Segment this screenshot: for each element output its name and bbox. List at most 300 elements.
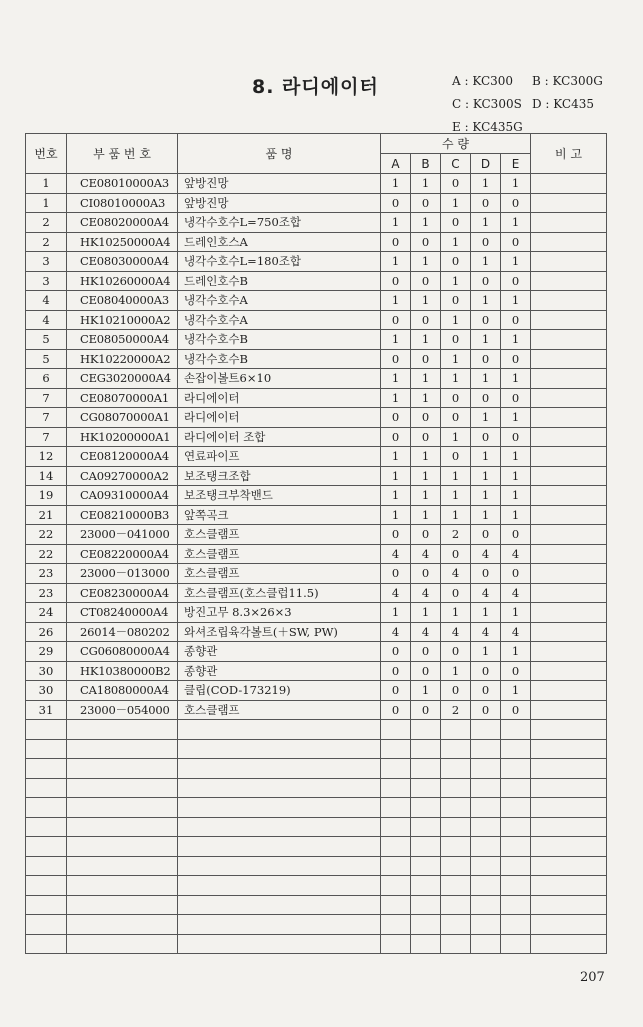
item-number: 1 bbox=[26, 193, 67, 213]
qty-d bbox=[471, 934, 501, 954]
table-row bbox=[26, 369, 607, 389]
remarks bbox=[531, 427, 607, 447]
qty-b: 0 bbox=[411, 642, 441, 662]
part-number: CI08010000A3 bbox=[67, 193, 178, 213]
item-number bbox=[26, 817, 67, 837]
item-number bbox=[26, 876, 67, 896]
qty-e: 0 bbox=[501, 700, 531, 720]
item-number: 23 bbox=[26, 564, 67, 584]
qty-b: 0 bbox=[411, 349, 441, 369]
qty-c bbox=[441, 817, 471, 837]
qty-b: 0 bbox=[411, 310, 441, 330]
qty-c bbox=[441, 798, 471, 818]
qty-c bbox=[441, 915, 471, 935]
qty-b: 0 bbox=[411, 408, 441, 428]
header-model-e: E bbox=[501, 154, 531, 174]
qty-e: 0 bbox=[501, 388, 531, 408]
table-row bbox=[26, 720, 607, 740]
qty-c bbox=[441, 720, 471, 740]
table-row bbox=[26, 193, 607, 213]
qty-e: 1 bbox=[501, 252, 531, 272]
remarks bbox=[531, 622, 607, 642]
part-name: 냉각수호수L=750조합 bbox=[178, 213, 381, 233]
remarks bbox=[531, 700, 607, 720]
qty-a: 1 bbox=[381, 505, 411, 525]
remarks bbox=[531, 564, 607, 584]
qty-a bbox=[381, 895, 411, 915]
item-number: 24 bbox=[26, 603, 67, 623]
item-number: 5 bbox=[26, 349, 67, 369]
qty-b bbox=[411, 915, 441, 935]
qty-d: 1 bbox=[471, 291, 501, 311]
table-row bbox=[26, 915, 607, 935]
legend-entry: A : KC300 bbox=[452, 74, 514, 88]
qty-e: 1 bbox=[501, 603, 531, 623]
parts-table bbox=[25, 133, 607, 954]
part-name: 호스클램프(호스클럽11.5) bbox=[178, 583, 381, 603]
qty-a: 0 bbox=[381, 427, 411, 447]
item-number: 14 bbox=[26, 466, 67, 486]
qty-e: 1 bbox=[501, 174, 531, 194]
header-model-b: B bbox=[411, 154, 441, 174]
table-row bbox=[26, 622, 607, 642]
part-number: CE08220000A4 bbox=[67, 544, 178, 564]
qty-e: 0 bbox=[501, 564, 531, 584]
qty-b: 1 bbox=[411, 603, 441, 623]
item-number: 26 bbox=[26, 622, 67, 642]
qty-a: 1 bbox=[381, 330, 411, 350]
page-title: 8. 라디에이터 bbox=[252, 76, 379, 98]
qty-c: 1 bbox=[441, 232, 471, 252]
item-number: 22 bbox=[26, 525, 67, 545]
qty-c: 0 bbox=[441, 642, 471, 662]
qty-b: 1 bbox=[411, 681, 441, 701]
item-number: 12 bbox=[26, 447, 67, 467]
table-row bbox=[26, 408, 607, 428]
qty-c: 0 bbox=[441, 174, 471, 194]
part-number: CE08230000A4 bbox=[67, 583, 178, 603]
qty-c: 2 bbox=[441, 700, 471, 720]
table-row bbox=[26, 505, 607, 525]
table-row bbox=[26, 271, 607, 291]
qty-a: 1 bbox=[381, 174, 411, 194]
remarks bbox=[531, 934, 607, 954]
qty-d: 0 bbox=[471, 681, 501, 701]
part-name bbox=[178, 720, 381, 740]
qty-e bbox=[501, 934, 531, 954]
table-row bbox=[26, 564, 607, 584]
qty-e: 1 bbox=[501, 447, 531, 467]
qty-e: 0 bbox=[501, 349, 531, 369]
item-number bbox=[26, 739, 67, 759]
qty-a: 1 bbox=[381, 213, 411, 233]
qty-b bbox=[411, 876, 441, 896]
part-name: 라디에이터 조합 bbox=[178, 427, 381, 447]
table-row bbox=[26, 681, 607, 701]
item-number: 4 bbox=[26, 310, 67, 330]
qty-a bbox=[381, 837, 411, 857]
table-row bbox=[26, 525, 607, 545]
qty-b bbox=[411, 895, 441, 915]
model-legend bbox=[452, 70, 603, 139]
qty-d: 4 bbox=[471, 622, 501, 642]
qty-c bbox=[441, 778, 471, 798]
table-row bbox=[26, 466, 607, 486]
qty-b: 0 bbox=[411, 193, 441, 213]
legend-row bbox=[452, 93, 603, 116]
qty-b bbox=[411, 837, 441, 857]
qty-b: 1 bbox=[411, 213, 441, 233]
table-row bbox=[26, 759, 607, 779]
qty-e: 1 bbox=[501, 681, 531, 701]
qty-b: 4 bbox=[411, 622, 441, 642]
qty-c bbox=[441, 895, 471, 915]
qty-a bbox=[381, 915, 411, 935]
qty-b: 1 bbox=[411, 291, 441, 311]
qty-e bbox=[501, 720, 531, 740]
part-name bbox=[178, 817, 381, 837]
qty-d: 0 bbox=[471, 661, 501, 681]
qty-b: 1 bbox=[411, 486, 441, 506]
part-number: HK10250000A4 bbox=[67, 232, 178, 252]
item-number bbox=[26, 856, 67, 876]
qty-d: 0 bbox=[471, 525, 501, 545]
item-number bbox=[26, 798, 67, 818]
part-name: 앞방진망 bbox=[178, 193, 381, 213]
remarks bbox=[531, 681, 607, 701]
qty-e: 1 bbox=[501, 369, 531, 389]
qty-c: 1 bbox=[441, 661, 471, 681]
part-number: CA18080000A4 bbox=[67, 681, 178, 701]
part-number bbox=[67, 759, 178, 779]
remarks bbox=[531, 291, 607, 311]
qty-c: 0 bbox=[441, 408, 471, 428]
qty-c: 1 bbox=[441, 466, 471, 486]
qty-e bbox=[501, 817, 531, 837]
qty-c bbox=[441, 739, 471, 759]
qty-d: 1 bbox=[471, 174, 501, 194]
part-name bbox=[178, 934, 381, 954]
part-number: 23000－054000 bbox=[67, 700, 178, 720]
qty-b bbox=[411, 720, 441, 740]
qty-a: 1 bbox=[381, 388, 411, 408]
part-number: CE08050000A4 bbox=[67, 330, 178, 350]
qty-a bbox=[381, 778, 411, 798]
qty-b: 1 bbox=[411, 388, 441, 408]
qty-e: 0 bbox=[501, 525, 531, 545]
header-model-a: A bbox=[381, 154, 411, 174]
qty-e: 1 bbox=[501, 505, 531, 525]
remarks bbox=[531, 798, 607, 818]
remarks bbox=[531, 544, 607, 564]
part-name: 냉각수호수A bbox=[178, 310, 381, 330]
qty-c bbox=[441, 934, 471, 954]
part-number bbox=[67, 876, 178, 896]
remarks bbox=[531, 369, 607, 389]
qty-d bbox=[471, 915, 501, 935]
part-name: 냉각수호수B bbox=[178, 330, 381, 350]
item-number: 22 bbox=[26, 544, 67, 564]
header-model-d: D bbox=[471, 154, 501, 174]
qty-a: 0 bbox=[381, 232, 411, 252]
header-no: 번호 bbox=[26, 134, 67, 174]
header-name: 품 명 bbox=[178, 134, 381, 174]
qty-d bbox=[471, 739, 501, 759]
item-number: 21 bbox=[26, 505, 67, 525]
item-number: 29 bbox=[26, 642, 67, 662]
table-row bbox=[26, 778, 607, 798]
item-number: 30 bbox=[26, 681, 67, 701]
qty-d: 0 bbox=[471, 700, 501, 720]
part-number: CG06080000A4 bbox=[67, 642, 178, 662]
table-row bbox=[26, 739, 607, 759]
item-number: 5 bbox=[26, 330, 67, 350]
qty-a: 0 bbox=[381, 310, 411, 330]
qty-d: 0 bbox=[471, 232, 501, 252]
remarks bbox=[531, 232, 607, 252]
qty-e bbox=[501, 798, 531, 818]
qty-e bbox=[501, 778, 531, 798]
qty-d: 0 bbox=[471, 271, 501, 291]
part-name: 와셔조립육각볼트(＋SW, PW) bbox=[178, 622, 381, 642]
qty-a: 0 bbox=[381, 681, 411, 701]
qty-d: 1 bbox=[471, 466, 501, 486]
qty-e: 0 bbox=[501, 661, 531, 681]
qty-c: 0 bbox=[441, 291, 471, 311]
table-row bbox=[26, 427, 607, 447]
item-number: 3 bbox=[26, 271, 67, 291]
qty-a: 1 bbox=[381, 252, 411, 272]
remarks bbox=[531, 583, 607, 603]
item-number: 19 bbox=[26, 486, 67, 506]
part-name: 드레인호수B bbox=[178, 271, 381, 291]
part-number: CE08030000A4 bbox=[67, 252, 178, 272]
qty-b: 1 bbox=[411, 369, 441, 389]
part-name: 보조탱크부착밴드 bbox=[178, 486, 381, 506]
qty-e bbox=[501, 739, 531, 759]
remarks bbox=[531, 466, 607, 486]
qty-b: 1 bbox=[411, 505, 441, 525]
remarks bbox=[531, 505, 607, 525]
remarks bbox=[531, 661, 607, 681]
part-number: CE08010000A3 bbox=[67, 174, 178, 194]
table-row bbox=[26, 700, 607, 720]
table-row bbox=[26, 330, 607, 350]
remarks bbox=[531, 330, 607, 350]
qty-a: 0 bbox=[381, 349, 411, 369]
part-name bbox=[178, 739, 381, 759]
qty-e: 1 bbox=[501, 486, 531, 506]
part-name: 라디에이터 bbox=[178, 388, 381, 408]
table-row bbox=[26, 798, 607, 818]
header-model-c: C bbox=[441, 154, 471, 174]
table-row bbox=[26, 213, 607, 233]
qty-d: 1 bbox=[471, 330, 501, 350]
part-number bbox=[67, 915, 178, 935]
remarks bbox=[531, 388, 607, 408]
part-number bbox=[67, 739, 178, 759]
qty-b: 0 bbox=[411, 232, 441, 252]
qty-c bbox=[441, 759, 471, 779]
part-number bbox=[67, 837, 178, 857]
part-name: 손잡이볼트6×10 bbox=[178, 369, 381, 389]
remarks bbox=[531, 447, 607, 467]
qty-b: 1 bbox=[411, 447, 441, 467]
qty-e bbox=[501, 837, 531, 857]
qty-a bbox=[381, 720, 411, 740]
qty-e: 4 bbox=[501, 544, 531, 564]
table-row bbox=[26, 544, 607, 564]
table-row bbox=[26, 856, 607, 876]
item-number: 23 bbox=[26, 583, 67, 603]
remarks bbox=[531, 408, 607, 428]
qty-d bbox=[471, 895, 501, 915]
qty-b: 1 bbox=[411, 330, 441, 350]
qty-b: 0 bbox=[411, 700, 441, 720]
item-number: 2 bbox=[26, 232, 67, 252]
legend-entry: D : KC435 bbox=[532, 97, 595, 111]
table-row bbox=[26, 837, 607, 857]
part-name: 종향관 bbox=[178, 661, 381, 681]
table-row bbox=[26, 447, 607, 467]
header-remarks: 비 고 bbox=[531, 134, 607, 174]
qty-e: 0 bbox=[501, 271, 531, 291]
table-row bbox=[26, 876, 607, 896]
item-number: 3 bbox=[26, 252, 67, 272]
qty-b: 1 bbox=[411, 466, 441, 486]
qty-c: 0 bbox=[441, 252, 471, 272]
qty-c bbox=[441, 856, 471, 876]
qty-a bbox=[381, 759, 411, 779]
qty-b: 0 bbox=[411, 525, 441, 545]
qty-d: 0 bbox=[471, 388, 501, 408]
qty-a: 0 bbox=[381, 700, 411, 720]
qty-c: 1 bbox=[441, 349, 471, 369]
qty-c: 1 bbox=[441, 310, 471, 330]
remarks bbox=[531, 193, 607, 213]
table-row bbox=[26, 310, 607, 330]
part-number: CE08020000A4 bbox=[67, 213, 178, 233]
qty-b bbox=[411, 778, 441, 798]
part-number: CE08070000A1 bbox=[67, 388, 178, 408]
qty-c: 0 bbox=[441, 213, 471, 233]
part-name bbox=[178, 915, 381, 935]
remarks bbox=[531, 310, 607, 330]
part-name: 냉각수호수L=180조합 bbox=[178, 252, 381, 272]
part-name: 드레인호스A bbox=[178, 232, 381, 252]
item-number bbox=[26, 778, 67, 798]
qty-e bbox=[501, 856, 531, 876]
qty-d bbox=[471, 798, 501, 818]
part-number: HK10380000B2 bbox=[67, 661, 178, 681]
remarks bbox=[531, 213, 607, 233]
part-name bbox=[178, 895, 381, 915]
qty-b bbox=[411, 798, 441, 818]
part-number: CT08240000A4 bbox=[67, 603, 178, 623]
qty-b: 1 bbox=[411, 252, 441, 272]
part-number: CA09270000A2 bbox=[67, 466, 178, 486]
qty-d: 1 bbox=[471, 252, 501, 272]
qty-a bbox=[381, 934, 411, 954]
qty-c bbox=[441, 837, 471, 857]
qty-c: 0 bbox=[441, 447, 471, 467]
qty-b: 4 bbox=[411, 583, 441, 603]
table-row bbox=[26, 349, 607, 369]
table-row bbox=[26, 232, 607, 252]
table-row bbox=[26, 895, 607, 915]
qty-c bbox=[441, 876, 471, 896]
qty-e: 1 bbox=[501, 408, 531, 428]
qty-a: 0 bbox=[381, 525, 411, 545]
qty-d: 4 bbox=[471, 583, 501, 603]
part-name: 냉각수호수B bbox=[178, 349, 381, 369]
qty-a bbox=[381, 739, 411, 759]
qty-c: 2 bbox=[441, 525, 471, 545]
qty-a: 1 bbox=[381, 369, 411, 389]
part-number bbox=[67, 856, 178, 876]
qty-c: 1 bbox=[441, 193, 471, 213]
qty-d: 1 bbox=[471, 486, 501, 506]
part-name bbox=[178, 856, 381, 876]
part-number: CA09310000A4 bbox=[67, 486, 178, 506]
part-number bbox=[67, 895, 178, 915]
remarks bbox=[531, 895, 607, 915]
header-qty: 수 량 bbox=[381, 134, 531, 154]
qty-b: 0 bbox=[411, 271, 441, 291]
qty-e: 4 bbox=[501, 622, 531, 642]
qty-d: 0 bbox=[471, 427, 501, 447]
table-row bbox=[26, 486, 607, 506]
qty-c: 0 bbox=[441, 544, 471, 564]
table-row bbox=[26, 388, 607, 408]
item-number: 31 bbox=[26, 700, 67, 720]
item-number bbox=[26, 720, 67, 740]
header-part-no: 부 품 번 호 bbox=[67, 134, 178, 174]
qty-b bbox=[411, 817, 441, 837]
qty-b: 0 bbox=[411, 564, 441, 584]
legend-entry: C : KC300S bbox=[452, 97, 522, 111]
item-number: 2 bbox=[26, 213, 67, 233]
qty-d: 1 bbox=[471, 213, 501, 233]
qty-e: 1 bbox=[501, 642, 531, 662]
qty-c: 1 bbox=[441, 369, 471, 389]
remarks bbox=[531, 759, 607, 779]
remarks bbox=[531, 915, 607, 935]
item-number: 7 bbox=[26, 408, 67, 428]
qty-d: 1 bbox=[471, 603, 501, 623]
qty-a: 0 bbox=[381, 642, 411, 662]
part-name: 앞방진망 bbox=[178, 174, 381, 194]
part-number: CE08040000A3 bbox=[67, 291, 178, 311]
remarks bbox=[531, 778, 607, 798]
qty-a: 0 bbox=[381, 564, 411, 584]
item-number bbox=[26, 934, 67, 954]
qty-d: 0 bbox=[471, 564, 501, 584]
item-number bbox=[26, 895, 67, 915]
qty-d: 0 bbox=[471, 193, 501, 213]
table-row bbox=[26, 583, 607, 603]
remarks bbox=[531, 642, 607, 662]
part-name: 호스클램프 bbox=[178, 564, 381, 584]
part-number bbox=[67, 778, 178, 798]
remarks bbox=[531, 525, 607, 545]
qty-b: 0 bbox=[411, 427, 441, 447]
qty-c: 4 bbox=[441, 622, 471, 642]
part-number bbox=[67, 817, 178, 837]
remarks bbox=[531, 252, 607, 272]
remarks bbox=[531, 271, 607, 291]
qty-c: 1 bbox=[441, 603, 471, 623]
